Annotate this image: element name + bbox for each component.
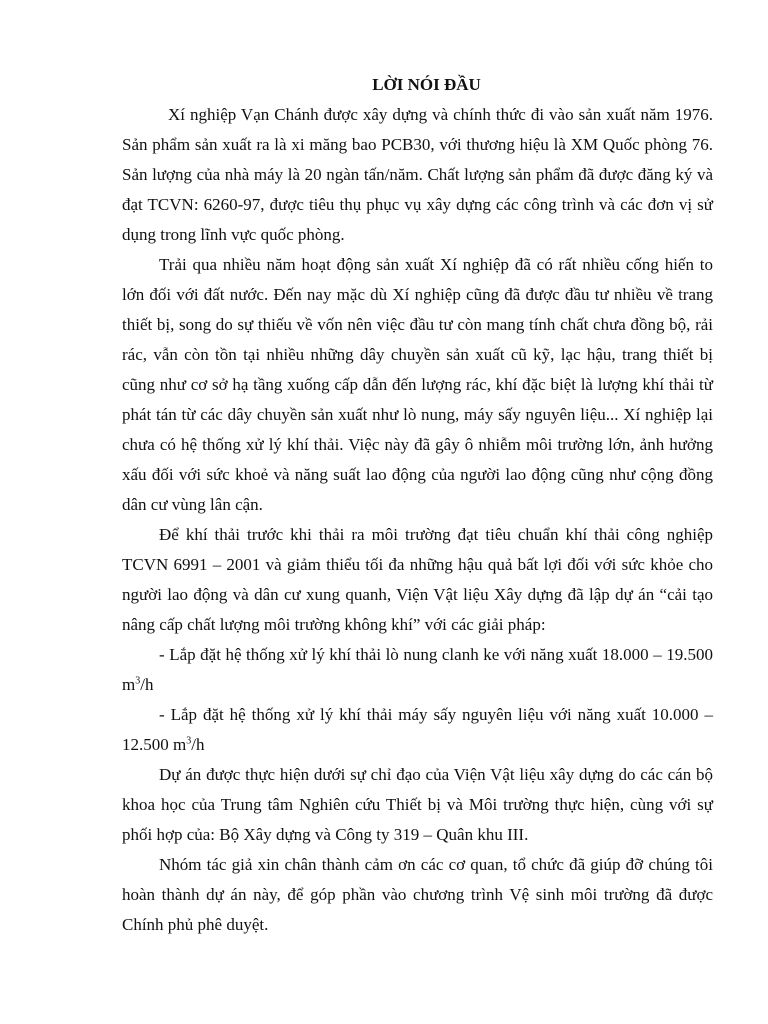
unit-per-hour: /h — [191, 735, 205, 754]
paragraph-history: Trải qua nhiều năm hoạt động sản xuất Xí nghiệp đã có rất nhiều cống hiến to lớn đối với đất nước. Đến nay mặc dù Xí nghiệp cũng đã được đầu tư nhiều về trang thiết bị, song do sự thiếu về vốn nên việc đầu tư còn mang tính chất chưa đồng bộ, rải rác, vẫn còn tồn tại nhiều những dây chuyền sản xuất cũ kỹ, lạc hậu, trang thiết bị cũng như cơ sở hạ tầng xuống cấp dẫn đến lượng rác, khí đặc biệt là lượng khí thải từ phát tán từ các dây chuyền sản xuất như lò nung, máy sấy nguyên liệu... Xí nghiệp lại chưa có hệ thống xử lý khí thải. Việc này đã gây ô nhiễm môi trường lớn, ảnh hưởng xấu đối với sức khoẻ và năng suất lao động của người lao động cũng như cộng đồng dân cư vùng lân cận. — [122, 255, 713, 514]
paragraph-project: Để khí thải trước khi thải ra môi trường đạt tiêu chuẩn khí thải công nghiệp TCVN 6991 – 2001 và giảm thiểu tối đa những hậu quả bất lợi đối với sức khỏe cho người lao động và dân cư xung quanh, Viện Vật liệu Xây dựng đã lập dự án “cải tạo nâng cấp chất lượng môi trường không khí” với các giải pháp: — [122, 525, 713, 634]
paragraph-execution: Dự án được thực hiện dưới sự chỉ đạo của Viện Vật liệu xây dựng do các cán bộ khoa học của Trung tâm Nghiên cứu Thiết bị và Môi trường thực hiện, cùng với sự phối hợp của: Bộ Xây dựng và Công ty 319 – Quân khu III. — [122, 765, 713, 844]
paragraph-acknowledgement: Nhóm tác giả xin chân thành cảm ơn các cơ quan, tổ chức đã giúp đỡ chúng tôi hoàn thành dự án này, để góp phần vào chương trình Vệ sinh môi trường đã được Chính phủ phê duyệt. — [122, 855, 713, 934]
list-item-text: - Lắp đặt hệ thống xử lý khí thải máy sấy nguyên liệu với năng xuất 10.000 – 12.500 m — [122, 705, 713, 754]
list-item-text: - Lắp đặt hệ thống xử lý khí thải lò nung clanh ke với năng xuất 18.000 – 19.500 m — [122, 645, 713, 694]
paragraph-intro: Xí nghiệp Vạn Chánh được xây dựng và chính thức đi vào sản xuất năm 1976. Sản phẩm sản xuất ra là xi măng bao PCB30, với thương hiệu là XM Quốc phòng 76. Sản lượng của nhà máy là 20 ngàn tấn/năm. Chất lượng sản phẩm đã được đăng ký và đạt TCVN: 6260-97, được tiêu thụ phục vụ xây dựng các công trình và các đơn vị sử dụng trong lĩnh vực quốc phòng. — [122, 105, 713, 244]
list-item-kiln-system — [122, 640, 713, 700]
list-item-dryer-system — [122, 700, 713, 760]
page-title: LỜI NÓI ĐẦU — [372, 75, 481, 94]
unit-per-hour: /h — [140, 675, 154, 694]
superscript-cubed: 3 — [186, 735, 192, 747]
superscript-cubed: 3 — [135, 675, 141, 687]
document-page — [122, 70, 713, 940]
